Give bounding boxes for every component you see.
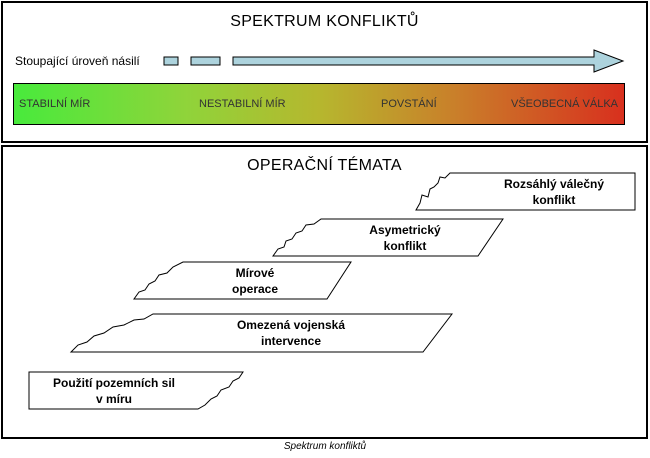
figure-caption: Spektrum konfliktů [283,441,367,452]
op-label-asymmetric-line2: konflikt [383,239,427,253]
op-label-asymmetric-line1: Asymetrický [369,223,441,237]
op-label-major-war [479,176,629,208]
arrow-body [233,50,623,72]
op-label-limited-intervention [206,317,376,349]
violence-arrow [158,47,628,77]
spectrum-label-insurgency: POVSTÁNÍ [381,98,437,110]
op-label-peacetime-ground-forces [29,375,199,407]
op-label-peace-ops [195,265,315,297]
op-label-major-war-line1: Rozsáhlý válečný [503,177,605,191]
spectrum-label-unstable-peace: NESTABILNÍ MÍR [199,98,286,110]
operational-themes-title: OPERAČNÍ TÉMATA [247,157,402,174]
operational-themes-panel [1,145,648,439]
spectrum-gradient-bar [13,83,625,125]
arrow-dash-2 [191,57,220,65]
violence-level-label: Stoupající úroveň násilí [15,54,140,68]
op-label-major-war-line2: konflikt [532,193,576,207]
spectrum-label-stable-peace: STABILNÍ MÍR [19,98,91,110]
op-label-peacetime-ground-forces-line2: v míru [95,392,132,406]
arrow-dash-1 [164,57,178,65]
conflict-spectrum-title: SPEKTRUM KONFLIKTŮ [230,13,419,30]
op-label-limited-intervention-line1: Omezená vojenská [236,318,346,332]
op-label-limited-intervention-line2: intervence [260,334,322,348]
op-label-peace-ops-line2: operace [231,282,279,296]
op-label-peace-ops-line1: Mírové [235,266,275,280]
conflict-spectrum-panel [1,1,648,143]
op-label-asymmetric [330,222,480,254]
op-label-peacetime-ground-forces-line1: Použití pozemních sil [52,376,175,390]
spectrum-label-general-war: VŠEOBECNÁ VÁLKA [511,98,618,110]
